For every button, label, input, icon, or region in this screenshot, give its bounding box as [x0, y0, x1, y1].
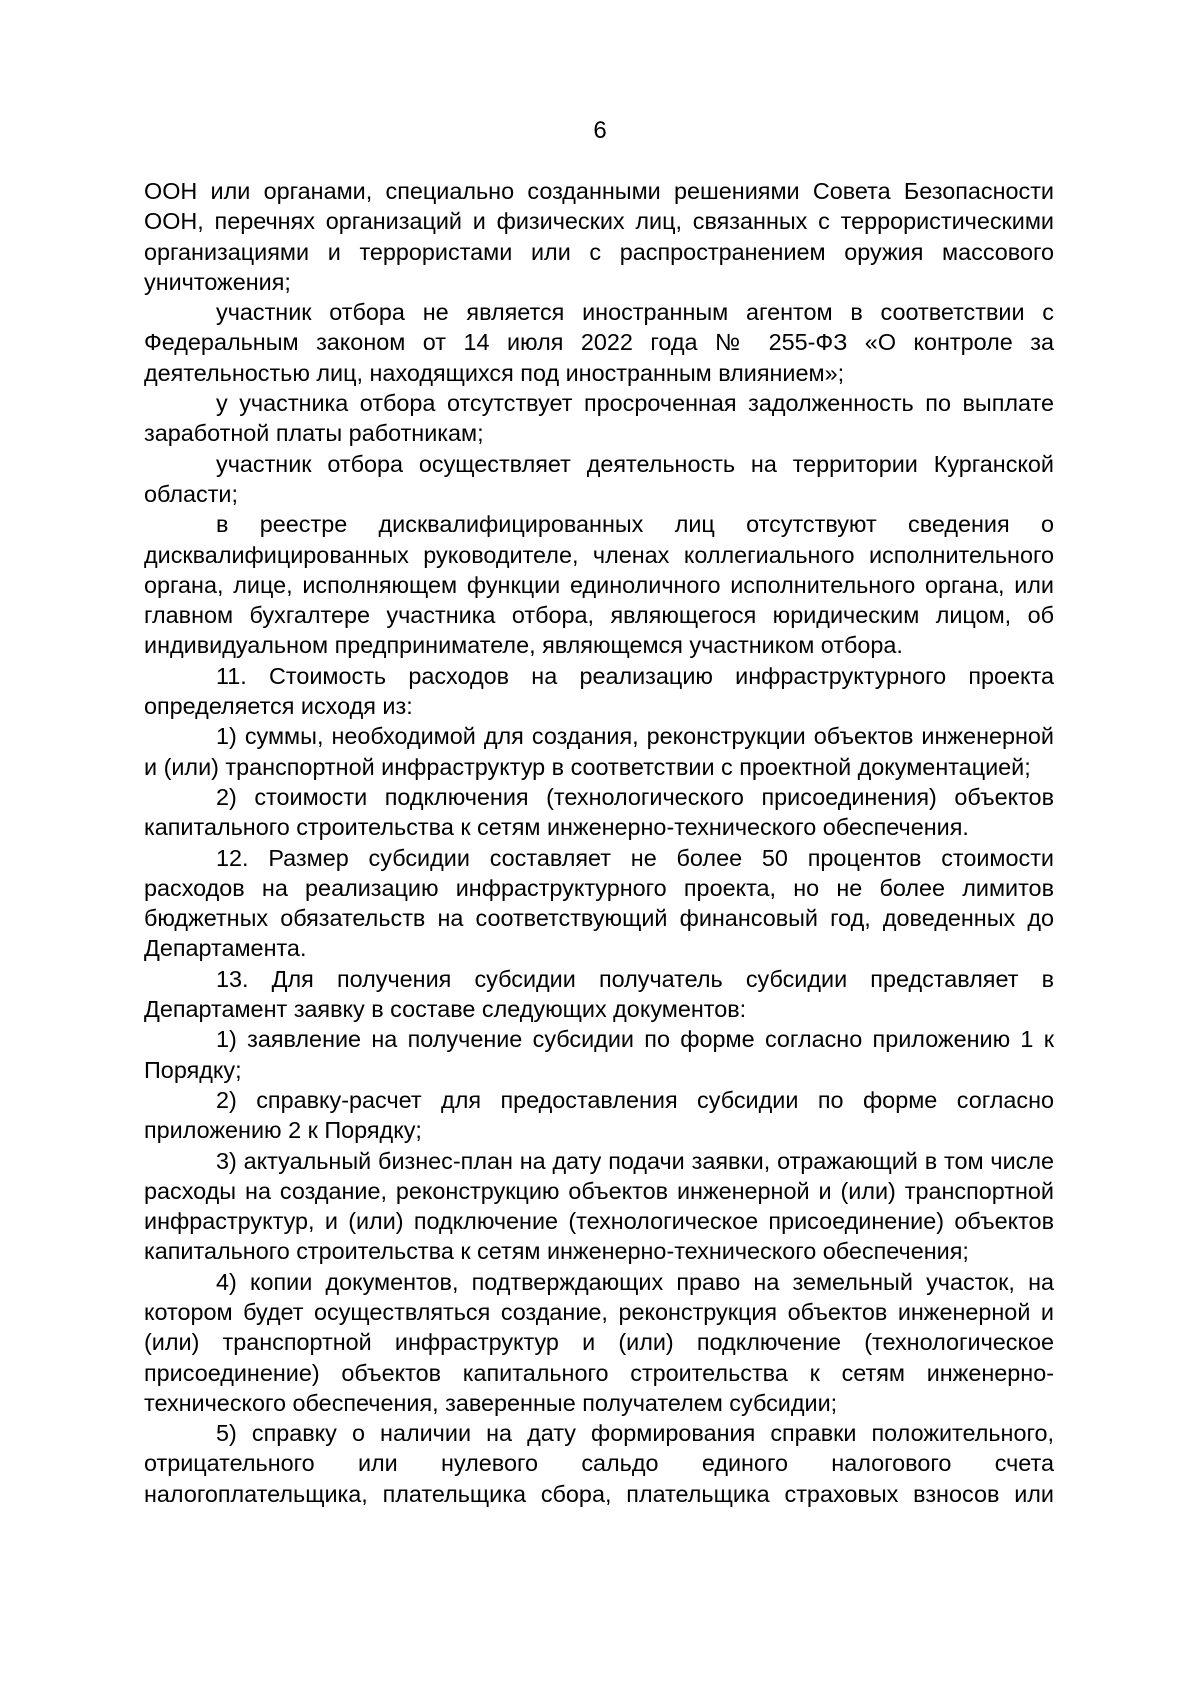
paragraph-item-13-4: 4) копии документов, подтверждающих право на земельный участок, на котором будет осуществляться создание, реконструкция объектов инженерной и (или) транспортной инфраструктур и (или) подключение (технологическое присоединение) объектов капитального строительства к сетям инженерно-технического обеспечения, заверенные получателем субсидии; [144, 1268, 1054, 1416]
paragraph-item-13-1: 1) заявление на получение субсидии по форме согласно приложению 1 к Порядку; [144, 1026, 1054, 1083]
paragraph-item-11: 11. Стоимость расходов на реализацию инфраструктурного проекта определяется исходя из: [144, 662, 1054, 720]
paragraph-item-13-2: 2) справку-расчет для предоставления субсидии по форме согласно приложению 2 к Порядку; [144, 1086, 1054, 1144]
paragraph-item-13-3: 3) актуальный бизнес-план на дату подачи заявки, отражающий в том числе расходы на создание, реконструкцию объектов инженерной и (или) транспортной инфраструктур, и (или) подключение (технологическое присоединение) объектов капитального строительства к сетям инженерно-технического обеспечения; [144, 1147, 1054, 1265]
paragraph-wage-debt: у участника отбора отсутствует просроченная задолженность по выплате заработной платы работникам; [144, 390, 1054, 447]
paragraph-item-13: 13. Для получения субсидии получатель субсидии представляет в Департамент заявку в составе следующих документов: [144, 965, 1054, 1023]
paragraph-item-12: 12. Размер субсидии составляет не более 50 процентов стоимости расходов на реализацию инфраструктурного проекта, но не более лимитов бюджетных обязательств на соответствующий финансовый год, доведенных до Департамента. [144, 844, 1054, 962]
paragraph-foreign-agent: участник отбора не является иностранным агентом в соответствии с Федеральным законом от 14 июля 2022 года № 255-ФЗ «О контроле за деятельностью лиц, находящихся под иностранным влиянием»; [144, 299, 1054, 386]
paragraph-item-11-2: 2) стоимости подключения (технологического присоединения) объектов капитального строительства к сетям инженерно-технического обеспечения. [144, 783, 1054, 841]
paragraph-disqualified-registry: в реестре дисквалифицированных лиц отсутствуют сведения о дисквалифицированных руководителе, членах коллегиального исполнительного органа, лице, исполняющем функции единоличного исполнительного органа, или главном бухгалтере участника отбора, являющегося юридическим лицом, об индивидуальном предпринимателе, являющемся участником отбора. [144, 511, 1054, 659]
document-body [144, 176, 1054, 1509]
paragraph-item-13-5: 5) справку о наличии на дату формирования справки положительного, отрицательного или нулевого сальдо единого налогового счета налогоплательщика, плательщика сбора, плательщика страховых взносов или [144, 1420, 1054, 1507]
page-number: 6 [593, 117, 607, 144]
paragraph-territory: участник отбора осуществляет деятельность на территории Курганской области; [144, 450, 1054, 507]
paragraph-item-11-1: 1) суммы, необходимой для создания, реконструкции объектов инженерной и (или) транспортной инфраструктур в соответствии с проектной документацией; [144, 723, 1054, 780]
paragraph-continuation: ООН или органами, специально созданными решениями Совета Безопасности ООН, перечнях организаций и физических лиц, связанных с террористическими организациями и террористами или с распространением оружия массового уничтожения; [144, 178, 1054, 295]
